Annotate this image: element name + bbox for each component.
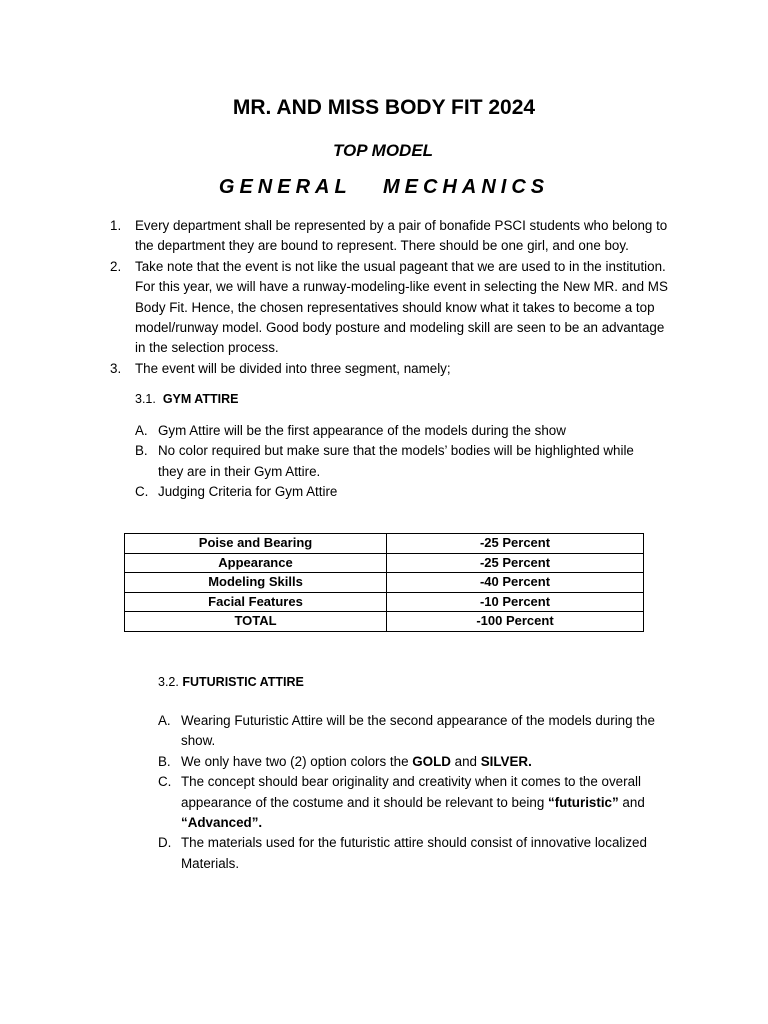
criterion-name: Facial Features	[125, 592, 387, 612]
list-marker: A.	[158, 713, 171, 728]
bold-text: “Advanced”.	[181, 815, 263, 831]
list-item-text: The concept should bear originality and creativity when it comes to the overall appearance of the costume and it should be relevant to being	[181, 774, 641, 810]
subsection-number: 3.2.	[158, 675, 179, 689]
list-number: 2.	[110, 258, 122, 274]
document-subtitle: TOP MODEL	[332, 141, 434, 160]
list-number: 3.	[110, 360, 122, 376]
table-row	[125, 553, 644, 573]
criterion-value: -40 Percent	[387, 573, 644, 593]
list-marker: A.	[135, 423, 148, 438]
list-item-text: The materials used for the futuristic attire should consist of innovative localized Materials.	[181, 835, 647, 871]
futuristic-attire-title	[158, 675, 304, 689]
futuristic-attire-list	[158, 711, 676, 874]
gym-attire-title	[135, 392, 239, 406]
mechanics-item	[110, 359, 672, 379]
mechanics-item	[110, 257, 672, 359]
section-heading: GENERAL MECHANICS	[218, 176, 550, 198]
list-item-text: Judging Criteria for Gym Attire	[158, 484, 338, 500]
subsection-number: 3.1.	[135, 392, 156, 406]
list-item-text: Take note that the event is not like the usual pageant that we are used to in the institution. For this year, we will have a runway-modeling-like event in selecting the New MR. and MS Body Fit. Hence, the chosen representatives should know what it takes to become a top model/runway model. Good body posture and modeling skill are seen to be an advantage in the selection process.	[135, 258, 668, 356]
table-row	[125, 612, 644, 632]
list-item-text: The event will be divided into three segment, namely;	[135, 360, 451, 376]
bold-text: GOLD	[412, 753, 451, 769]
gym-attire-list	[135, 421, 657, 503]
bold-text: SILVER.	[480, 753, 532, 769]
list-item-text: No color required but make sure that the models’ bodies will be highlighted while they are in their Gym Attire.	[158, 443, 634, 479]
mechanics-item	[110, 216, 672, 257]
criterion-name: Poise and Bearing	[125, 534, 387, 554]
list-item	[158, 752, 676, 772]
criterion-name: Appearance	[125, 553, 387, 573]
criterion-name: TOTAL	[125, 612, 387, 632]
table-row	[125, 534, 644, 554]
criterion-value: -10 Percent	[387, 592, 644, 612]
table-row	[125, 592, 644, 612]
subsection-label: GYM ATTIRE	[162, 392, 239, 406]
list-item	[158, 772, 676, 833]
judging-criteria-table	[124, 533, 644, 632]
list-marker: C.	[158, 774, 172, 790]
list-item-text: We only have two (2) option colors the	[181, 753, 413, 769]
list-item	[135, 482, 657, 502]
list-item-text: and	[450, 753, 481, 769]
list-item-text: Wearing Futuristic Attire will be the second appearance of the models during the show.	[181, 713, 655, 749]
criterion-value: -100 Percent	[387, 612, 644, 632]
list-marker: C.	[135, 484, 149, 500]
list-marker: B.	[158, 753, 171, 769]
subsection-label: FUTURISTIC ATTIRE	[182, 675, 304, 689]
criterion-name: Modeling Skills	[125, 573, 387, 593]
criterion-value: -25 Percent	[387, 534, 644, 554]
list-item	[158, 711, 676, 752]
list-item-text: and	[618, 794, 645, 810]
document-title: MR. AND MISS BODY FIT 2024	[232, 96, 536, 119]
list-item-text: Every department shall be represented by a pair of bonafide PSCI students who belong to the department they are bound to represent. There should be one girl, and one boy.	[135, 218, 668, 254]
list-item	[135, 441, 657, 482]
mechanics-list	[110, 216, 672, 379]
table-row	[125, 573, 644, 593]
bold-text: “futuristic”	[548, 794, 619, 810]
list-marker: B.	[135, 443, 148, 459]
list-number: 1.	[110, 218, 122, 233]
criterion-value: -25 Percent	[387, 553, 644, 573]
list-item-text: Gym Attire will be the first appearance of the models during the show	[158, 423, 566, 438]
list-item	[158, 833, 676, 874]
list-marker: D.	[158, 835, 172, 851]
list-item	[135, 421, 657, 441]
